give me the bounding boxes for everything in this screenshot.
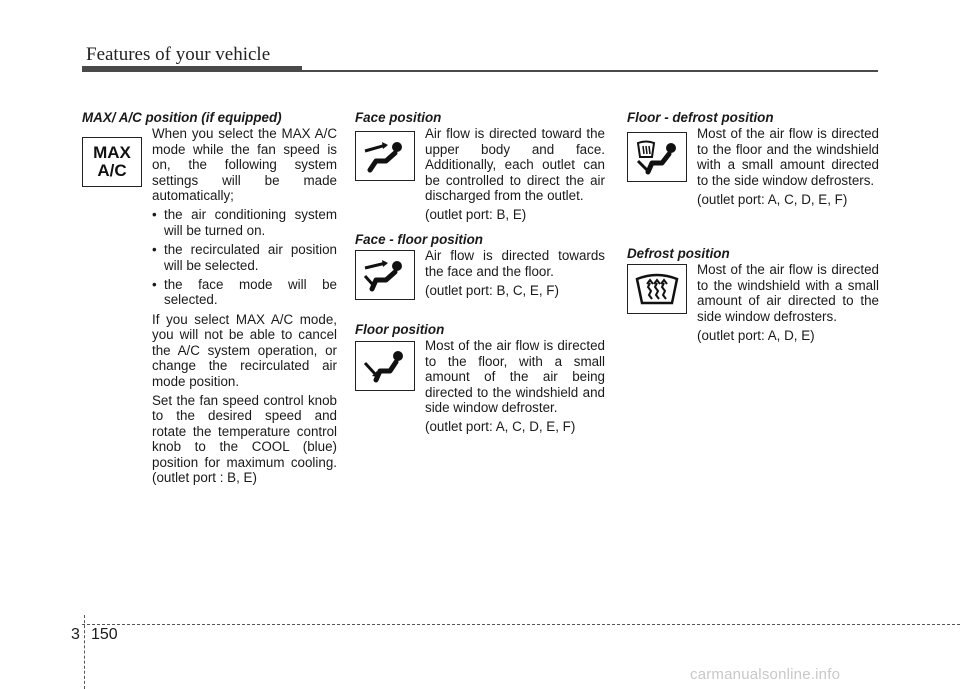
outlet-ports: (outlet port: A, D, E)	[697, 328, 815, 344]
bullet-text: the air conditioning system will be turned on.	[164, 207, 337, 238]
section-defrost	[627, 246, 879, 343]
floor-defrost-airflow-icon	[627, 132, 687, 182]
outlet-ports: (outlet port: B, E)	[425, 207, 527, 223]
watermark: carmanualsonline.info	[690, 666, 841, 683]
column-face-modes	[355, 110, 605, 441]
section-text: Most of the air flow is directed to the windshield with a small amount of air directed to the side window defrosters.	[697, 262, 879, 324]
max-ac-icon-line1: MAX	[93, 143, 131, 162]
section-text: Most of the air flow is directed to the floor and the windshield with a small amount directed to the side window defrosters.	[697, 126, 879, 188]
section-heading: Defrost position	[627, 246, 730, 261]
face-airflow-icon	[355, 131, 415, 181]
section-heading: Floor - defrost position	[627, 110, 774, 125]
section-text: Most of the air flow is directed to the floor, with a small amount of the air being directed to the windshield and side window defroster.	[425, 338, 605, 416]
bullet-text: the recirculated air position will be selected.	[164, 242, 337, 273]
section-body	[152, 126, 337, 307]
section-heading: Floor position	[355, 322, 445, 337]
max-ac-icon	[82, 137, 142, 187]
paragraph: Set the fan speed control knob to the desired speed and rotate the temperature control knob to the COOL (blue) position for maximum cooling. (outlet port : B, E)	[152, 392, 337, 485]
footer-rule	[82, 624, 960, 625]
outlet-ports: (outlet port: A, C, D, E, F)	[425, 419, 576, 435]
bullet-item: • the air conditioning system will be turned on.	[152, 207, 337, 238]
column-defrost-modes	[627, 110, 879, 349]
section-heading: Face - floor position	[355, 232, 483, 247]
face-floor-airflow-icon	[355, 250, 415, 300]
section-text: Air flow is directed toward the upper body and face. Additionally, each outlet can be controlled to direct the air discharged from the outlet.	[425, 126, 605, 204]
section-heading: MAX/ A/C position (if equipped)	[82, 110, 282, 125]
floor-airflow-icon	[355, 341, 415, 391]
section-body-continued	[152, 312, 337, 485]
intro-text: When you select the MAX A/C mode while the fan speed is on, the following system settings will be made automatically;	[152, 126, 337, 204]
section-max-ac	[82, 110, 337, 485]
bullet-item: • the recirculated air position will be selected.	[152, 242, 337, 273]
header-rule	[300, 70, 878, 72]
outlet-ports: (outlet port: A, C, D, E, F)	[697, 192, 848, 208]
section-face	[355, 110, 605, 226]
outlet-ports: (outlet port: B, C, E, F)	[425, 283, 559, 299]
defrost-airflow-icon	[627, 264, 687, 314]
section-text: Air flow is directed towards the face and the floor.	[425, 248, 605, 279]
section-floor-defrost	[627, 110, 879, 240]
page-number: 150	[91, 626, 118, 643]
chapter-number: 3	[71, 626, 80, 643]
footer-divider	[84, 615, 85, 689]
section-face-floor	[355, 232, 605, 316]
section-heading: Face position	[355, 110, 442, 125]
bullet-text: the face mode will be selected.	[164, 277, 337, 308]
page-header-title: Features of your vehicle	[86, 44, 271, 65]
column-max-ac	[82, 110, 337, 491]
max-ac-icon-line2: A/C	[97, 161, 127, 180]
paragraph: If you select MAX A/C mode, you will not be able to cancel the A/C system operation, or change the recirculated air mode position.	[152, 311, 337, 389]
section-floor	[355, 322, 605, 435]
header-bar	[82, 66, 302, 72]
bullet-item: • the face mode will be selected.	[152, 277, 337, 308]
